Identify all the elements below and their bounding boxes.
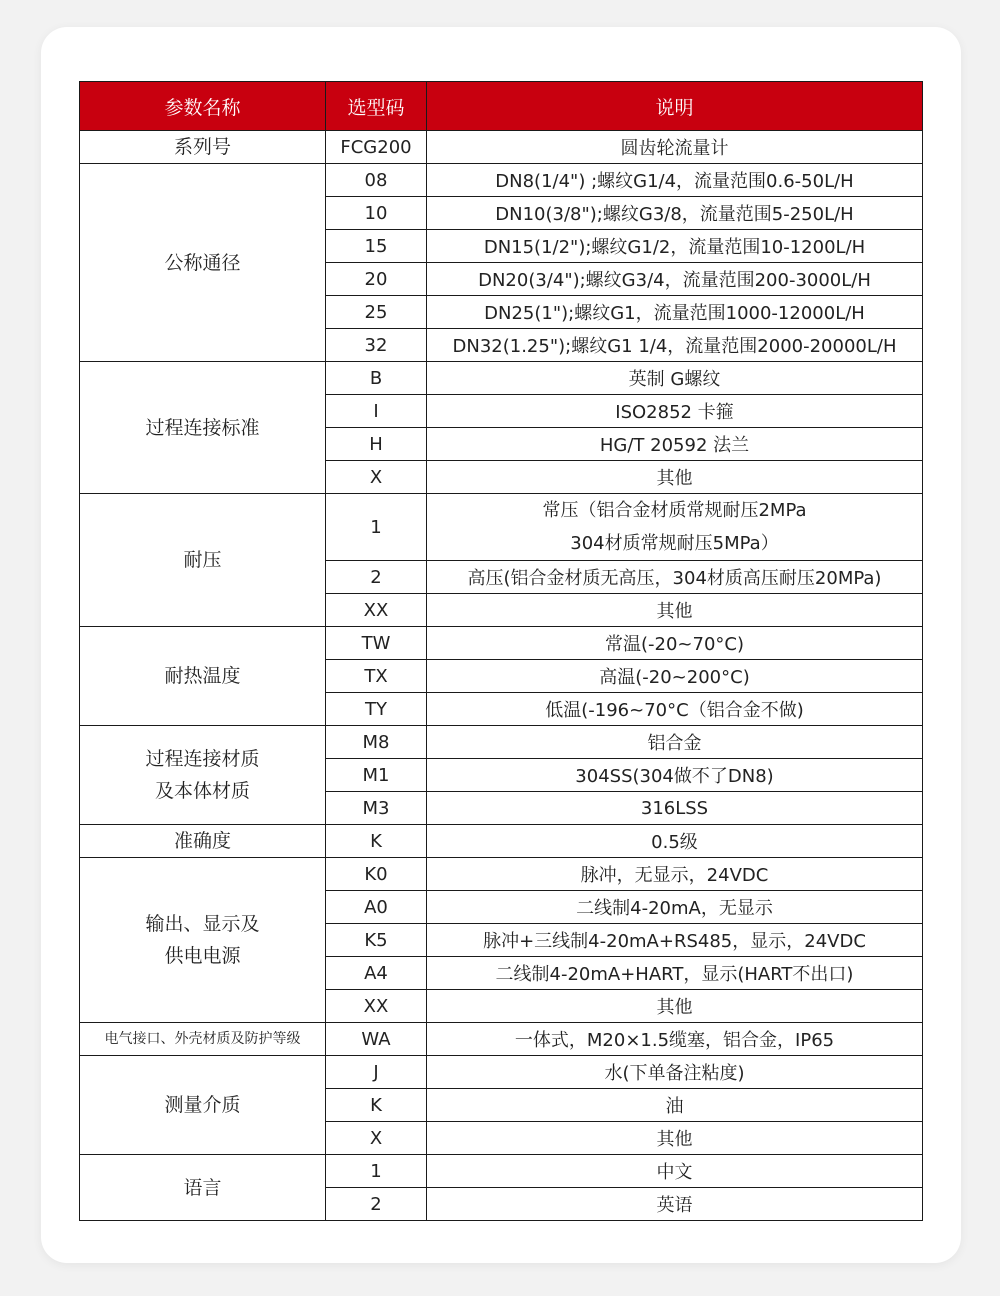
param-name-line: 耐热温度 — [164, 665, 241, 687]
description-cell — [427, 461, 923, 494]
code-cell: 1 — [326, 494, 427, 561]
description-line: 水(下单备注粘度) — [604, 1063, 745, 1084]
description-cell — [427, 1056, 923, 1089]
param-name-cell — [80, 825, 326, 858]
code-cell: X — [326, 461, 427, 494]
code-cell: 1 — [326, 1155, 427, 1188]
table-row — [80, 1056, 923, 1089]
param-name-cell — [80, 494, 326, 627]
description-cell — [427, 329, 923, 362]
code-cell: FCG200 — [326, 131, 427, 164]
code-cell: B — [326, 362, 427, 395]
description-cell — [427, 759, 923, 792]
code-cell: K5 — [326, 924, 427, 957]
description-cell — [427, 594, 923, 627]
param-name-line: 系列号 — [173, 136, 231, 158]
code-cell: TW — [326, 627, 427, 660]
code-cell: 10 — [326, 197, 427, 230]
code-cell: X — [326, 1122, 427, 1155]
code-cell: 32 — [326, 329, 427, 362]
code-cell: XX — [326, 990, 427, 1023]
description-line: 二线制4-20mA+HART，显示(HART不出口) — [495, 964, 854, 985]
param-name-line: 测量介质 — [164, 1094, 241, 1116]
param-name-line: 输出、显示及 — [145, 913, 260, 935]
description-line: 其他 — [656, 468, 693, 489]
description-cell — [427, 362, 923, 395]
param-name-cell — [80, 164, 326, 362]
content-card — [41, 27, 961, 1263]
description-cell — [427, 957, 923, 990]
description-cell — [427, 296, 923, 329]
table-row — [80, 1155, 923, 1188]
code-cell: XX — [326, 594, 427, 627]
description-cell — [427, 230, 923, 263]
description-cell — [427, 693, 923, 726]
table-row — [80, 362, 923, 395]
description-line: 0.5级 — [651, 832, 698, 853]
description-line: 304SS(304做不了DN8) — [575, 766, 774, 787]
code-cell: K — [326, 1089, 427, 1122]
description-line: 316LSS — [640, 797, 709, 819]
description-line: DN15(1/2");螺纹G1/2，流量范围10-1200L/H — [483, 237, 866, 258]
description-cell — [427, 825, 923, 858]
description-cell — [427, 561, 923, 594]
table-row — [80, 825, 923, 858]
description-line: 中文 — [656, 1162, 693, 1183]
code-cell: WA — [326, 1023, 427, 1056]
description-line: DN10(3/8");螺纹G3/8，流量范围5-250L/H — [495, 204, 854, 225]
code-cell: A4 — [326, 957, 427, 990]
description-cell — [427, 792, 923, 825]
description-cell — [427, 627, 923, 660]
description-line: 常温(-20~70°C) — [605, 634, 744, 655]
description-cell — [427, 1122, 923, 1155]
description-line: 英制 G螺纹 — [628, 369, 721, 390]
param-name-cell — [80, 858, 326, 1023]
description-line: DN20(3/4");螺纹G3/4，流量范围200-3000L/H — [478, 270, 871, 291]
table-row — [80, 494, 923, 561]
code-cell: M1 — [326, 759, 427, 792]
table-row — [80, 164, 923, 197]
code-cell: TX — [326, 660, 427, 693]
param-name-cell — [80, 362, 326, 494]
code-cell: M3 — [326, 792, 427, 825]
description-line: 英语 — [656, 1195, 693, 1216]
description-line: DN32(1.25");螺纹G1 1/4，流量范围2000-20000L/H — [452, 336, 897, 357]
code-cell: 15 — [326, 230, 427, 263]
param-name-cell — [80, 1023, 326, 1056]
description-cell — [427, 1023, 923, 1056]
table-row — [80, 1023, 923, 1056]
code-cell: 08 — [326, 164, 427, 197]
table-row — [80, 131, 923, 164]
description-line: 304材质常规耐压5MPa） — [570, 533, 779, 554]
description-cell — [427, 924, 923, 957]
description-cell — [427, 131, 923, 164]
description-cell — [427, 858, 923, 891]
table-body — [80, 131, 923, 1221]
code-cell: A0 — [326, 891, 427, 924]
code-cell: M8 — [326, 726, 427, 759]
header-code: 选型码 — [326, 82, 427, 131]
description-line: 常压（铝合金材质常规耐压2MPa — [542, 500, 807, 521]
description-cell — [427, 660, 923, 693]
description-line: DN25(1");螺纹G1，流量范围1000-12000L/H — [484, 303, 865, 324]
description-cell — [427, 428, 923, 461]
description-cell — [427, 395, 923, 428]
description-cell — [427, 197, 923, 230]
code-cell: 25 — [326, 296, 427, 329]
param-name-line: 耐压 — [183, 549, 222, 571]
description-cell — [427, 990, 923, 1023]
description-line: 一体式，M20×1.5缆塞，铝合金，IP65 — [514, 1030, 835, 1051]
param-name-line: 公称通径 — [164, 251, 241, 274]
code-cell: 2 — [326, 561, 427, 594]
param-name-line: 语言 — [183, 1176, 222, 1199]
description-cell — [427, 726, 923, 759]
table-row — [80, 627, 923, 660]
description-line: HG/T 20592 法兰 — [599, 435, 750, 456]
description-cell — [427, 263, 923, 296]
description-line: 高压(铝合金材质无高压，304材质高压耐压20MPa) — [467, 568, 882, 589]
param-name-line: 供电电源 — [164, 945, 241, 967]
table-row — [80, 858, 923, 891]
code-cell: H — [326, 428, 427, 461]
description-line: 高温(-20~200°C) — [599, 667, 750, 688]
description-line: ISO2852 卡箍 — [615, 402, 734, 423]
description-line: 圆齿轮流量计 — [620, 138, 729, 159]
description-cell — [427, 1188, 923, 1221]
description-line: 铝合金 — [647, 733, 702, 754]
code-cell: 2 — [326, 1188, 427, 1221]
code-cell: J — [326, 1056, 427, 1089]
param-name-line: 电气接口、外壳材质及防护等级 — [104, 1031, 301, 1047]
description-line: 脉冲，无显示，24VDC — [580, 865, 769, 886]
table-header-row — [80, 82, 923, 131]
header-param: 参数名称 — [80, 82, 326, 131]
description-cell — [427, 164, 923, 197]
description-cell — [427, 891, 923, 924]
description-line: DN8(1/4") ;螺纹G1/4，流量范围0.6-50L/H — [495, 171, 854, 192]
param-name-line: 及本体材质 — [154, 780, 250, 802]
header-desc: 说明 — [427, 82, 923, 131]
param-name-cell — [80, 726, 326, 825]
selection-table — [79, 81, 923, 1221]
description-line: 低温(-196~70°C（铝合金不做) — [545, 700, 804, 721]
description-cell — [427, 1155, 923, 1188]
param-name-cell — [80, 131, 326, 164]
description-line: 其他 — [656, 601, 693, 622]
description-cell — [427, 494, 923, 561]
param-name-cell — [80, 1155, 326, 1221]
code-cell: I — [326, 395, 427, 428]
description-line: 油 — [665, 1096, 684, 1117]
code-cell: K — [326, 825, 427, 858]
param-name-cell — [80, 1056, 326, 1155]
table-row — [80, 726, 923, 759]
description-line: 其他 — [656, 1129, 693, 1150]
param-name-line: 过程连接材质 — [145, 748, 260, 770]
param-name-line: 准确度 — [173, 830, 231, 852]
description-line: 脉冲+三线制4-20mA+RS485，显示，24VDC — [483, 931, 866, 952]
code-cell: TY — [326, 693, 427, 726]
param-name-line: 过程连接标准 — [145, 416, 260, 439]
code-cell: 20 — [326, 263, 427, 296]
code-cell: K0 — [326, 858, 427, 891]
description-cell — [427, 1089, 923, 1122]
description-line: 二线制4-20mA，无显示 — [576, 898, 773, 919]
param-name-cell — [80, 627, 326, 726]
description-line: 其他 — [656, 997, 693, 1018]
